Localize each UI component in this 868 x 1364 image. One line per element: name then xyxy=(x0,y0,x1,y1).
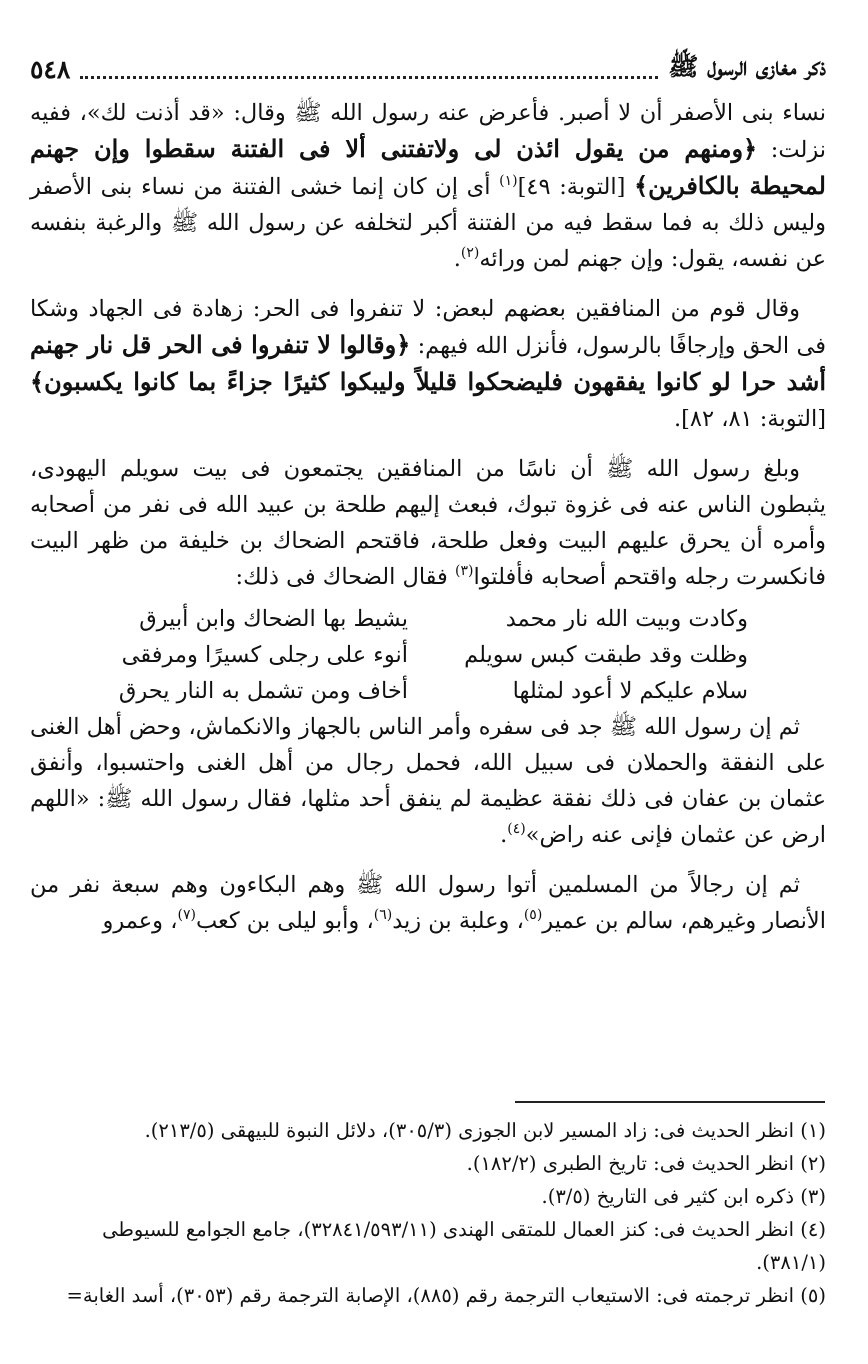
verse-reference: [التوبة: ٨١، ٨٢]. xyxy=(673,406,826,432)
footnote-ref-5[interactable]: (٥) xyxy=(523,907,543,923)
footnote-ref-4[interactable]: (٤) xyxy=(507,821,526,837)
paragraph-2 xyxy=(30,291,826,437)
footnote-ref-3[interactable]: (٣) xyxy=(454,563,474,579)
footnote-3: (٣) ذكره ابن كثير فى التاريخ (٣/٥). xyxy=(541,1185,826,1208)
poem-hemistich: وظلت وقد طبقت كبس سويلم xyxy=(464,642,748,668)
page-header xyxy=(30,52,826,86)
header-dotted-leader xyxy=(80,60,658,79)
footnote-2: (٢) انظر الحديث فى: تاريخ الطبرى (١٨٢/٢). xyxy=(466,1152,826,1175)
poem-hemistich: يشيط بها الضحاك وابن أبيرق xyxy=(139,606,408,632)
text-run: ثم إن رجالاً من المسلمين أتوا رسول الله ﷺ وهم البكاءون وهم سبعة نفر من الأنصار وغيرهم، سالم بن عمير xyxy=(30,872,826,934)
poem-hemistich: أنوء على رجلى كسيرًا ومرفقى xyxy=(121,642,408,668)
text-run: ، وعلبة بن زيد xyxy=(392,908,524,934)
text-run: ثم إن رسول الله ﷺ جد فى سفره وأمر الناس بالجهاز والانكماش، وحض أهل الغنى على النفقة والحملان فى سبيل الله، فحمل رجال من أهل الغنى واحتسبوا، وأنفق عثمان بن عفان فى ذلك نفقة عظيمة لم ينفق أحد مثلها، فقال رسول الله ﷺ: «اللهم ارض عن عثمان فإنى عنه راض» xyxy=(30,714,826,848)
poem xyxy=(108,601,748,709)
poem-verse xyxy=(108,637,748,673)
footnote-4-continuation: (٣٨١/١). xyxy=(756,1251,826,1274)
page-number: ٥٤٨ xyxy=(30,54,71,84)
quran-verse: ﴿ومنهم من يقول ائذن لى ولاتفتنى ألا فى الفتنة سقطوا وإن جهنم لمحيطة بالكافرين﴾ xyxy=(30,134,826,200)
footnote-ref-7[interactable]: (٧) xyxy=(177,907,196,923)
text-run: نساء بنى الأصفر أن لا أصبر. فأعرض عنه رسول الله ﷺ وقال: «قد أذنت لك»، ففيه نزلت: xyxy=(30,100,826,163)
text-run: . xyxy=(500,822,508,848)
text-run: أى إن كان إنما خشى الفتنة من نساء بنى الأصفر وليس ذلك به فما سقط فيه من الفتنة أكبر لتخلفه عن رسول الله ﷺ والرغبة بنفسه عن نفسه، يقول: وإن جهنم لمن ورائه xyxy=(30,174,826,272)
footnote-ref-2[interactable]: (٢) xyxy=(460,245,480,261)
running-title: ذكر مغازى الرسول ﷺ xyxy=(668,51,826,81)
paragraph-4 xyxy=(30,709,826,853)
poem-hemistich: وكادت وبيت الله نار محمد xyxy=(505,606,748,632)
text-run: وقال قوم من المنافقين بعضهم لبعض: لا تنفروا فى الحر: زهادة فى الجهاد وشكا فى الحق وإرجافًا بالرسول، فأنزل الله فيهم: xyxy=(30,296,826,359)
text-run: فقال الضحاك فى ذلك: xyxy=(235,564,455,590)
poem-hemistich: أخاف ومن تشمل به النار يحرق xyxy=(118,678,408,704)
footnote-4: (٤) انظر الحديث فى: كنز العمال للمتقى الهندى (٣٢٨٤١/٥٩٣/١١)، جامع الجوامع للسيوطى xyxy=(102,1218,826,1241)
text-run: ، وأبو ليلى بن كعب xyxy=(195,908,374,934)
poem-verse xyxy=(108,673,748,709)
poem-verse xyxy=(108,601,748,637)
footnote-ref-6[interactable]: (٦) xyxy=(373,907,393,923)
paragraph-5 xyxy=(30,867,826,939)
text-run: ، وعمرو xyxy=(102,908,178,934)
footnote-separator xyxy=(515,1101,825,1103)
text-run: . xyxy=(453,246,461,272)
paragraph-1 xyxy=(30,95,826,277)
text-run: وبلغ رسول الله ﷺ أن ناسًا من المنافقين يجتمعون فى بيت سويلم اليهودى، يثبطون الناس عنه فى غزوة تبوك، فبعث إليهم طلحة بن عبيد الله فى نفر من أصحابه وأمره أن يحرق عليهم البيت وفعل طلحة، فاقتحم الضحاك بن خليفة من ظهر البيت فانكسرت رجله واقتحم أصحابه فأفلتوا xyxy=(30,456,826,590)
main-text xyxy=(30,95,826,939)
quran-verse: ﴿وقالوا لا تنفروا فى الحر قل نار جهنم أشد حرا لو كانوا يفقهون فليضحكوا قليلاً وليبكوا كثيرًا جزاءً بما كانوا يكسبون﴾ xyxy=(30,330,826,396)
poem-hemistich: سلام عليكم لا أعود لمثلها xyxy=(512,678,748,704)
footnote-1: (١) انظر الحديث فى: زاد المسير لابن الجوزى (٣٠٥/٣)، دلائل النبوة للبيهقى (٢١٣/٥). xyxy=(144,1119,826,1142)
verse-reference: [التوبة: ٤٩] xyxy=(517,174,635,200)
footnotes xyxy=(30,1114,826,1312)
footnote-ref-1[interactable]: (١) xyxy=(499,173,518,189)
paragraph-3 xyxy=(30,451,826,595)
footnote-5: (٥) انظر ترجمته فى: الاستيعاب الترجمة رقم (٨٨٥)، الإصابة الترجمة رقم (٣٠٥٣)، أسد الغابة= xyxy=(66,1284,826,1307)
